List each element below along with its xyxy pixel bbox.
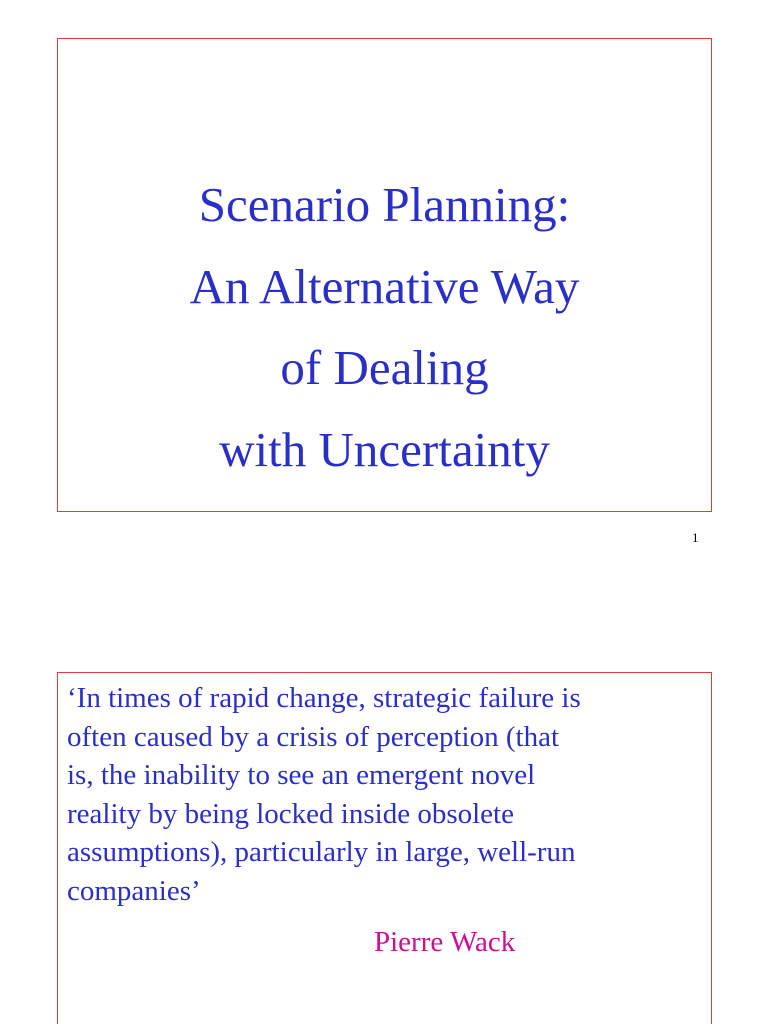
title-line: Scenario Planning: — [198, 177, 571, 232]
quote-line: is, the inability to see an emergent novel — [67, 759, 536, 791]
quote-line: often caused by a crisis of perception (that — [67, 720, 560, 753]
slide-title — [58, 164, 711, 490]
quote-author: Pierre Wack — [374, 926, 516, 958]
quote-line: reality by being locked inside obsolete — [67, 797, 514, 830]
quote-line: ‘In times of rapid change, strategic failure is — [67, 682, 581, 714]
title-line: of Dealing — [280, 340, 489, 395]
page-number: 1 — [692, 530, 699, 545]
title-slide — [57, 38, 712, 512]
quote-line: assumptions), particularly in large, well-run — [67, 836, 576, 868]
quote-slide — [57, 672, 712, 1024]
quote-line: companies’ — [67, 874, 201, 907]
title-line: An Alternative Way — [189, 258, 580, 314]
title-line: with Uncertainty — [219, 421, 550, 477]
quote-text — [67, 679, 581, 910]
